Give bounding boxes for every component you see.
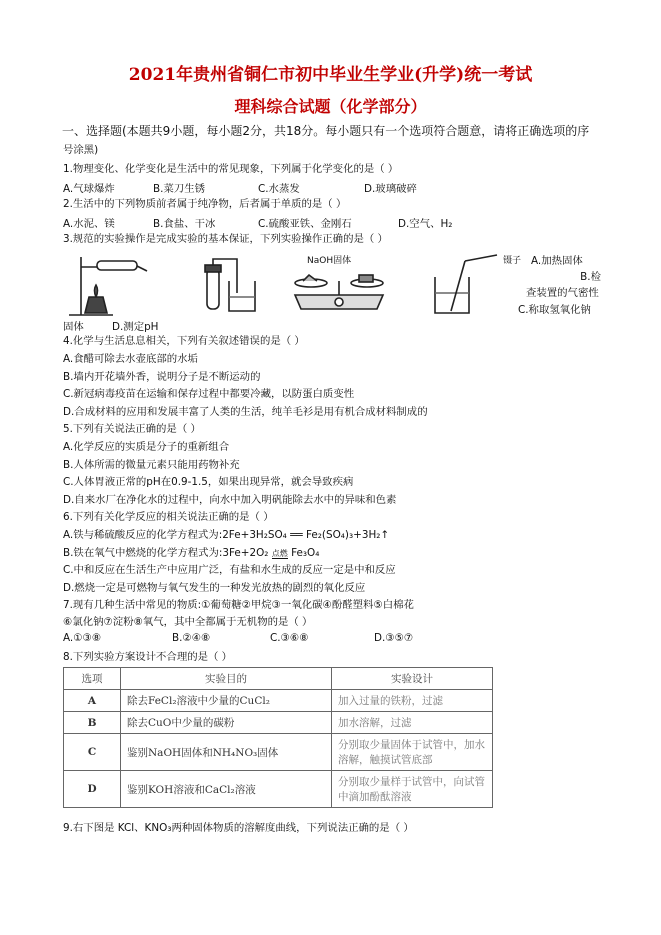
row-option: D	[64, 771, 121, 808]
q7-option-b: B.②④⑧	[172, 632, 211, 644]
q8-experiment-table	[63, 667, 493, 808]
row-design: 加入过量的铁粉，过滤	[332, 690, 493, 712]
naoh-label: NaOH固体	[307, 256, 352, 266]
exam-title: 2021年贵州省铜仁市初中毕业生学业(升学)统一考试	[128, 65, 533, 85]
row-purpose: 鉴别KOH溶液和CaCl₂溶液	[121, 771, 332, 808]
table-header-row	[64, 668, 493, 690]
q2-stem: 2.生活中的下列物质前者属于纯净物，后者属于单质的是（ ）	[63, 198, 347, 210]
q1-stem: 1.物理变化、化学变化是生活中的常见现象，下列属于化学变化的是（ ）	[63, 163, 399, 175]
q3-option-d: D.测定pH	[112, 321, 159, 333]
row-design: 加水溶解，过滤	[332, 712, 493, 734]
q3-option-a: A.加热固体	[531, 255, 583, 267]
row-purpose: 除去FeCl₂溶液中少量的CuCl₂	[121, 690, 332, 712]
q5-option-a: A.化学反应的实质是分子的重新组合	[63, 441, 230, 453]
q6-option-b	[63, 546, 611, 561]
q3-option-c-cont: 固体	[63, 321, 84, 333]
table-row	[64, 771, 493, 808]
row-option: B	[64, 712, 121, 734]
q8-stem: 8.下列实验方案设计不合理的是（ ）	[63, 651, 233, 663]
ph-test-figure	[435, 255, 497, 313]
q6-reaction-condition: 点燃	[271, 549, 288, 558]
row-option: C	[64, 734, 121, 771]
row-option: A	[64, 690, 121, 712]
q2-option-b: B.食盐、干冰	[153, 218, 216, 230]
q9-stem: 9.右下图是 KCl、KNO₃两种固体物质的溶解度曲线，下列说法正确的是（ ）	[63, 822, 414, 834]
table-row	[64, 734, 493, 771]
q6-option-a: A.铁与稀硫酸反应的化学方程式为:2Fe+3H₂SO₄ ══ Fe₂(SO₄)₃+3H₂↑	[63, 529, 390, 541]
q6-option-b-rhs: Fe₃O₄	[287, 547, 320, 559]
q4-option-b: B.墙内开花墙外香，说明分子是不断运动的	[63, 371, 261, 383]
row-purpose: 鉴别NaOH固体和NH₄NO₃固体	[121, 734, 332, 771]
q6-option-d: D.燃烧一定是可燃物与氧气发生的一种发光放热的剧烈的氧化反应	[63, 582, 366, 594]
q3-apparatus-figures	[67, 253, 523, 317]
q6-option-c: C.中和反应在生活生产中应用广泛，有盐和水生成的反应一定是中和反应	[63, 564, 396, 576]
section-heading: 一、选择题(本题共9小题，每小题2分，共18分。每小题只有一个选项符合题意，请将正确选项的序	[62, 124, 590, 138]
q6-stem: 6.下列有关化学反应的相关说法正确的是（ ）	[63, 511, 274, 523]
table-row	[64, 690, 493, 712]
q5-option-c: C.人体胃液正常的pH在0.9-1.5，如果出现异常，就会导致疾病	[63, 476, 354, 488]
row-design: 分别取少量样于试管中，向试管中滴加酚酞溶液	[332, 771, 493, 808]
q7-option-a: A.①③⑧	[63, 632, 102, 644]
tweezer-label: 镊子	[503, 256, 522, 266]
q1-option-d: D.玻璃破碎	[364, 183, 417, 195]
q7-stem-cont: ⑥氯化钠⑦淀粉⑧氧气，其中全都属于无机物的是（ ）	[63, 616, 313, 628]
q3-option-c: C.称取氢氧化钠	[518, 304, 591, 316]
header-design: 实验设计	[332, 668, 493, 690]
q2-option-c: C.硫酸亚铁、金刚石	[258, 218, 352, 230]
q7-option-d: D.③⑤⑦	[374, 632, 414, 644]
q4-stem: 4.化学与生活息息相关，下列有关叙述错误的是（ ）	[63, 335, 305, 347]
q2-option-a: A.水泥、镁	[63, 218, 115, 230]
q5-option-d: D.自来水厂在净化水的过程中，向水中加入明矾能除去水中的异味和色素	[63, 494, 397, 506]
table-row	[64, 712, 493, 734]
row-design: 分别取少量固体于试管中，加水溶解，触摸试管底部	[332, 734, 493, 771]
header-purpose: 实验目的	[121, 668, 332, 690]
q4-option-d: D.合成材料的应用和发展丰富了人类的生活，纯羊毛衫是用有机合成材料制成的	[63, 406, 428, 418]
q1-option-c: C.水蒸发	[258, 183, 300, 195]
q2-option-d: D.空气、H₂	[398, 218, 453, 230]
balance-figure	[295, 275, 383, 309]
q5-option-b: B.人体所需的微量元素只能用药物补充	[63, 459, 240, 471]
heating-solid-figure	[69, 257, 147, 315]
q3-option-b: B.检	[580, 271, 601, 283]
q3-stem: 3.规范的实验操作是完成实验的基本保证，下列实验操作正确的是（ ）	[63, 233, 388, 245]
q1-option-a: A.气球爆炸	[63, 183, 115, 195]
airtightness-check-figure	[205, 259, 255, 311]
header-option: 选项	[64, 668, 121, 690]
q3-option-b-cont: 查装置的气密性	[526, 287, 599, 299]
q7-stem: 7.现有几种生活中常见的物质:①葡萄糖②甲烷③一氧化碳④酚醛塑料⑤白棉花	[63, 599, 414, 611]
section-heading-cont: 号涂黑)	[63, 144, 99, 156]
q4-option-c: C.新冠病毒疫苗在运输和保存过程中都要冷藏，以防蛋白质变性	[63, 388, 355, 400]
row-purpose: 除去CuO中少量的碳粉	[121, 712, 332, 734]
q5-stem: 5.下列有关说法正确的是（ ）	[63, 423, 201, 435]
q6-option-b-lhs: B.铁在氧气中燃烧的化学方程式为:3Fe+2O₂	[63, 547, 272, 559]
q4-option-a: A.食醋可除去水壶底部的水垢	[63, 353, 198, 365]
exam-subtitle: 理科综合试题（化学部分）	[234, 97, 427, 116]
q7-option-c: C.③⑥⑧	[270, 632, 309, 644]
q1-option-b: B.菜刀生锈	[153, 183, 205, 195]
